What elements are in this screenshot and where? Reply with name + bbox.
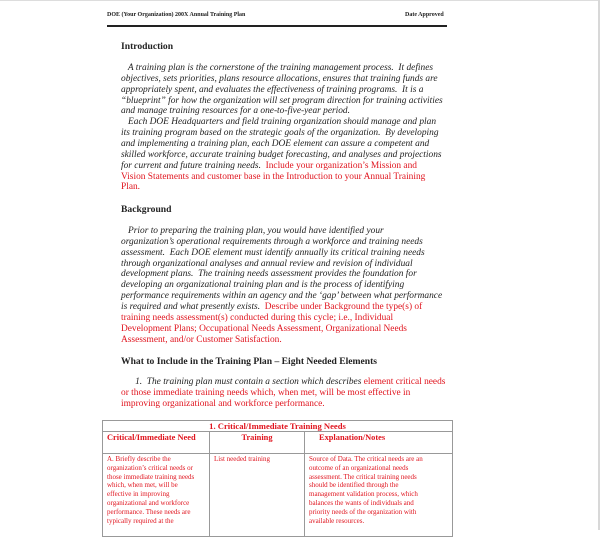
cell-text-line: A. Briefly describe the	[107, 455, 171, 463]
section-heading: Introduction	[121, 41, 174, 52]
cell-text-line: available resources.	[309, 516, 365, 525]
text-line	[121, 335, 282, 346]
text-line	[121, 150, 442, 161]
text-line	[121, 139, 429, 150]
text-line	[121, 280, 404, 291]
text-line	[121, 74, 438, 85]
cell-text-line: organizational and workforce	[107, 498, 190, 507]
body-text: “blueprint” for how the organization will set program direction for training activities	[121, 95, 443, 106]
header-rule	[107, 25, 447, 27]
body-text: 1.	[121, 377, 147, 387]
body-text: development plans. The training needs assessment provides the foundation for	[121, 269, 417, 280]
critical-needs-table	[102, 420, 453, 537]
text-line	[121, 96, 443, 107]
text-line	[121, 313, 393, 324]
body-text: its training program based on the strategic goals of the organization. By developing	[121, 128, 439, 139]
text-line	[121, 161, 417, 172]
text-line	[121, 85, 423, 96]
body-text: through organizational analyses and annual review and revision of individual	[121, 258, 413, 269]
text-line	[121, 291, 442, 302]
instruction-text: Assessment, and/or Customer Satisfaction.	[121, 334, 282, 345]
text-line	[121, 117, 436, 128]
column-header-training: Training	[210, 432, 305, 454]
table-cell	[305, 454, 453, 537]
instruction-text: Describe under Background the type(s) of	[264, 301, 423, 312]
cell-text-line: priority needs of the organization with	[309, 507, 417, 516]
cell-text-line: organization’s critical needs or	[107, 463, 193, 472]
body-text: and implementing a training plan, each DOE element can assure a competent and	[121, 138, 430, 149]
text-line	[121, 259, 413, 270]
instruction-text: Include your organization’s Mission and	[265, 160, 417, 171]
cell-text-line: assessment. The critical training needs	[309, 472, 417, 481]
body-text: objectives, sets priorities, plans resource allocations, ensures that training funds are	[121, 73, 438, 84]
body-text: for current and future training needs.	[121, 160, 266, 171]
instruction-text: Plan.	[121, 182, 141, 193]
running-header-title: DOE (Your Organization) 200X Annual Training Plan	[107, 12, 246, 18]
body-text: A training plan is the cornerstone of the training management process. It defines	[121, 63, 434, 73]
cell-text-line: performance. These needs are	[107, 507, 191, 516]
section-heading: Background	[121, 204, 172, 215]
column-header-need: Critical/Immediate Need	[103, 432, 210, 454]
cell-text-line: outcome of an organizational needs	[309, 463, 409, 472]
instruction-text: element critical needs	[363, 377, 446, 387]
instruction-text: training needs assessment(s) conducted during this cycle; i.e., Individual	[121, 312, 394, 323]
text-line	[121, 302, 422, 313]
text-line	[121, 182, 140, 193]
cell-text-line: should be identified through the	[309, 481, 399, 490]
text-line	[121, 324, 407, 335]
table-cell	[103, 454, 210, 537]
cell-text-line: List needed training	[214, 455, 270, 463]
text-line	[121, 377, 445, 388]
body-text: Each DOE Headquarters and field training organization should manage and plan	[121, 117, 437, 128]
text-line	[121, 106, 350, 117]
body-text: organization’s operational requirements through a workforce and training needs	[121, 236, 423, 247]
text-line	[121, 399, 325, 410]
text-line	[121, 248, 425, 259]
cell-text-line: balances the wants of individuals and	[309, 498, 414, 507]
text-line	[121, 128, 439, 139]
body-text: and manage training resources for a one-to-five-year period.	[121, 106, 350, 117]
body-text: is required and what presently exists.	[121, 301, 265, 312]
body-text: appropriately spent, and evaluates the effectiveness of training programs. It is a	[121, 84, 424, 95]
running-header-date: Date Approved	[405, 12, 444, 18]
body-text: developing an organizational training plan and is the process of identifying	[121, 280, 405, 291]
text-line	[121, 237, 423, 248]
instruction-text: Development Plans; Occupational Needs Assessment, Organizational Needs	[121, 323, 407, 334]
text-line	[121, 172, 425, 183]
cell-text-line: management validation process, which	[309, 490, 418, 499]
instruction-text: or those immediate training needs which, when met, will be most effective in	[121, 387, 411, 398]
table-row	[103, 454, 453, 537]
page-top-edge	[0, 0, 600, 1]
section-heading: What to Include in the Training Plan – Eight Needed Elements	[121, 356, 378, 367]
text-line	[121, 269, 417, 280]
cell-text-line: which, when met, will be	[107, 481, 178, 490]
body-text: assessment. Each DOE element must identify annually its critical training needs	[121, 247, 425, 258]
text-line	[121, 388, 410, 399]
cell-text-line: Source of Data. The critical needs are an	[309, 455, 423, 463]
instruction-text: improving organizational and workforce performance.	[121, 398, 325, 409]
text-line	[121, 63, 433, 74]
column-header-notes: Explanation/Notes	[305, 432, 453, 454]
cell-text-line: typically required at the	[107, 516, 174, 525]
instruction-text: Vision Statements and customer base in the Introduction to your Annual Training	[121, 171, 426, 182]
body-text: Prior to preparing the training plan, you would have identified your	[121, 226, 384, 236]
table-cell	[210, 454, 305, 537]
body-text: skilled workforce, accurate training budget forecasting, and analyses and projections	[121, 149, 442, 160]
text-line	[121, 226, 384, 237]
table-title: 1. Critical/Immediate Training Needs	[103, 421, 453, 432]
body-text: The training plan must contain a section which describes	[146, 377, 364, 387]
cell-text-line: those immediate training needs	[107, 472, 195, 481]
body-text: performance requirements within an agency and the ‘gap’ between what performance	[121, 291, 443, 302]
cell-text-line: effective in improving	[107, 490, 170, 499]
